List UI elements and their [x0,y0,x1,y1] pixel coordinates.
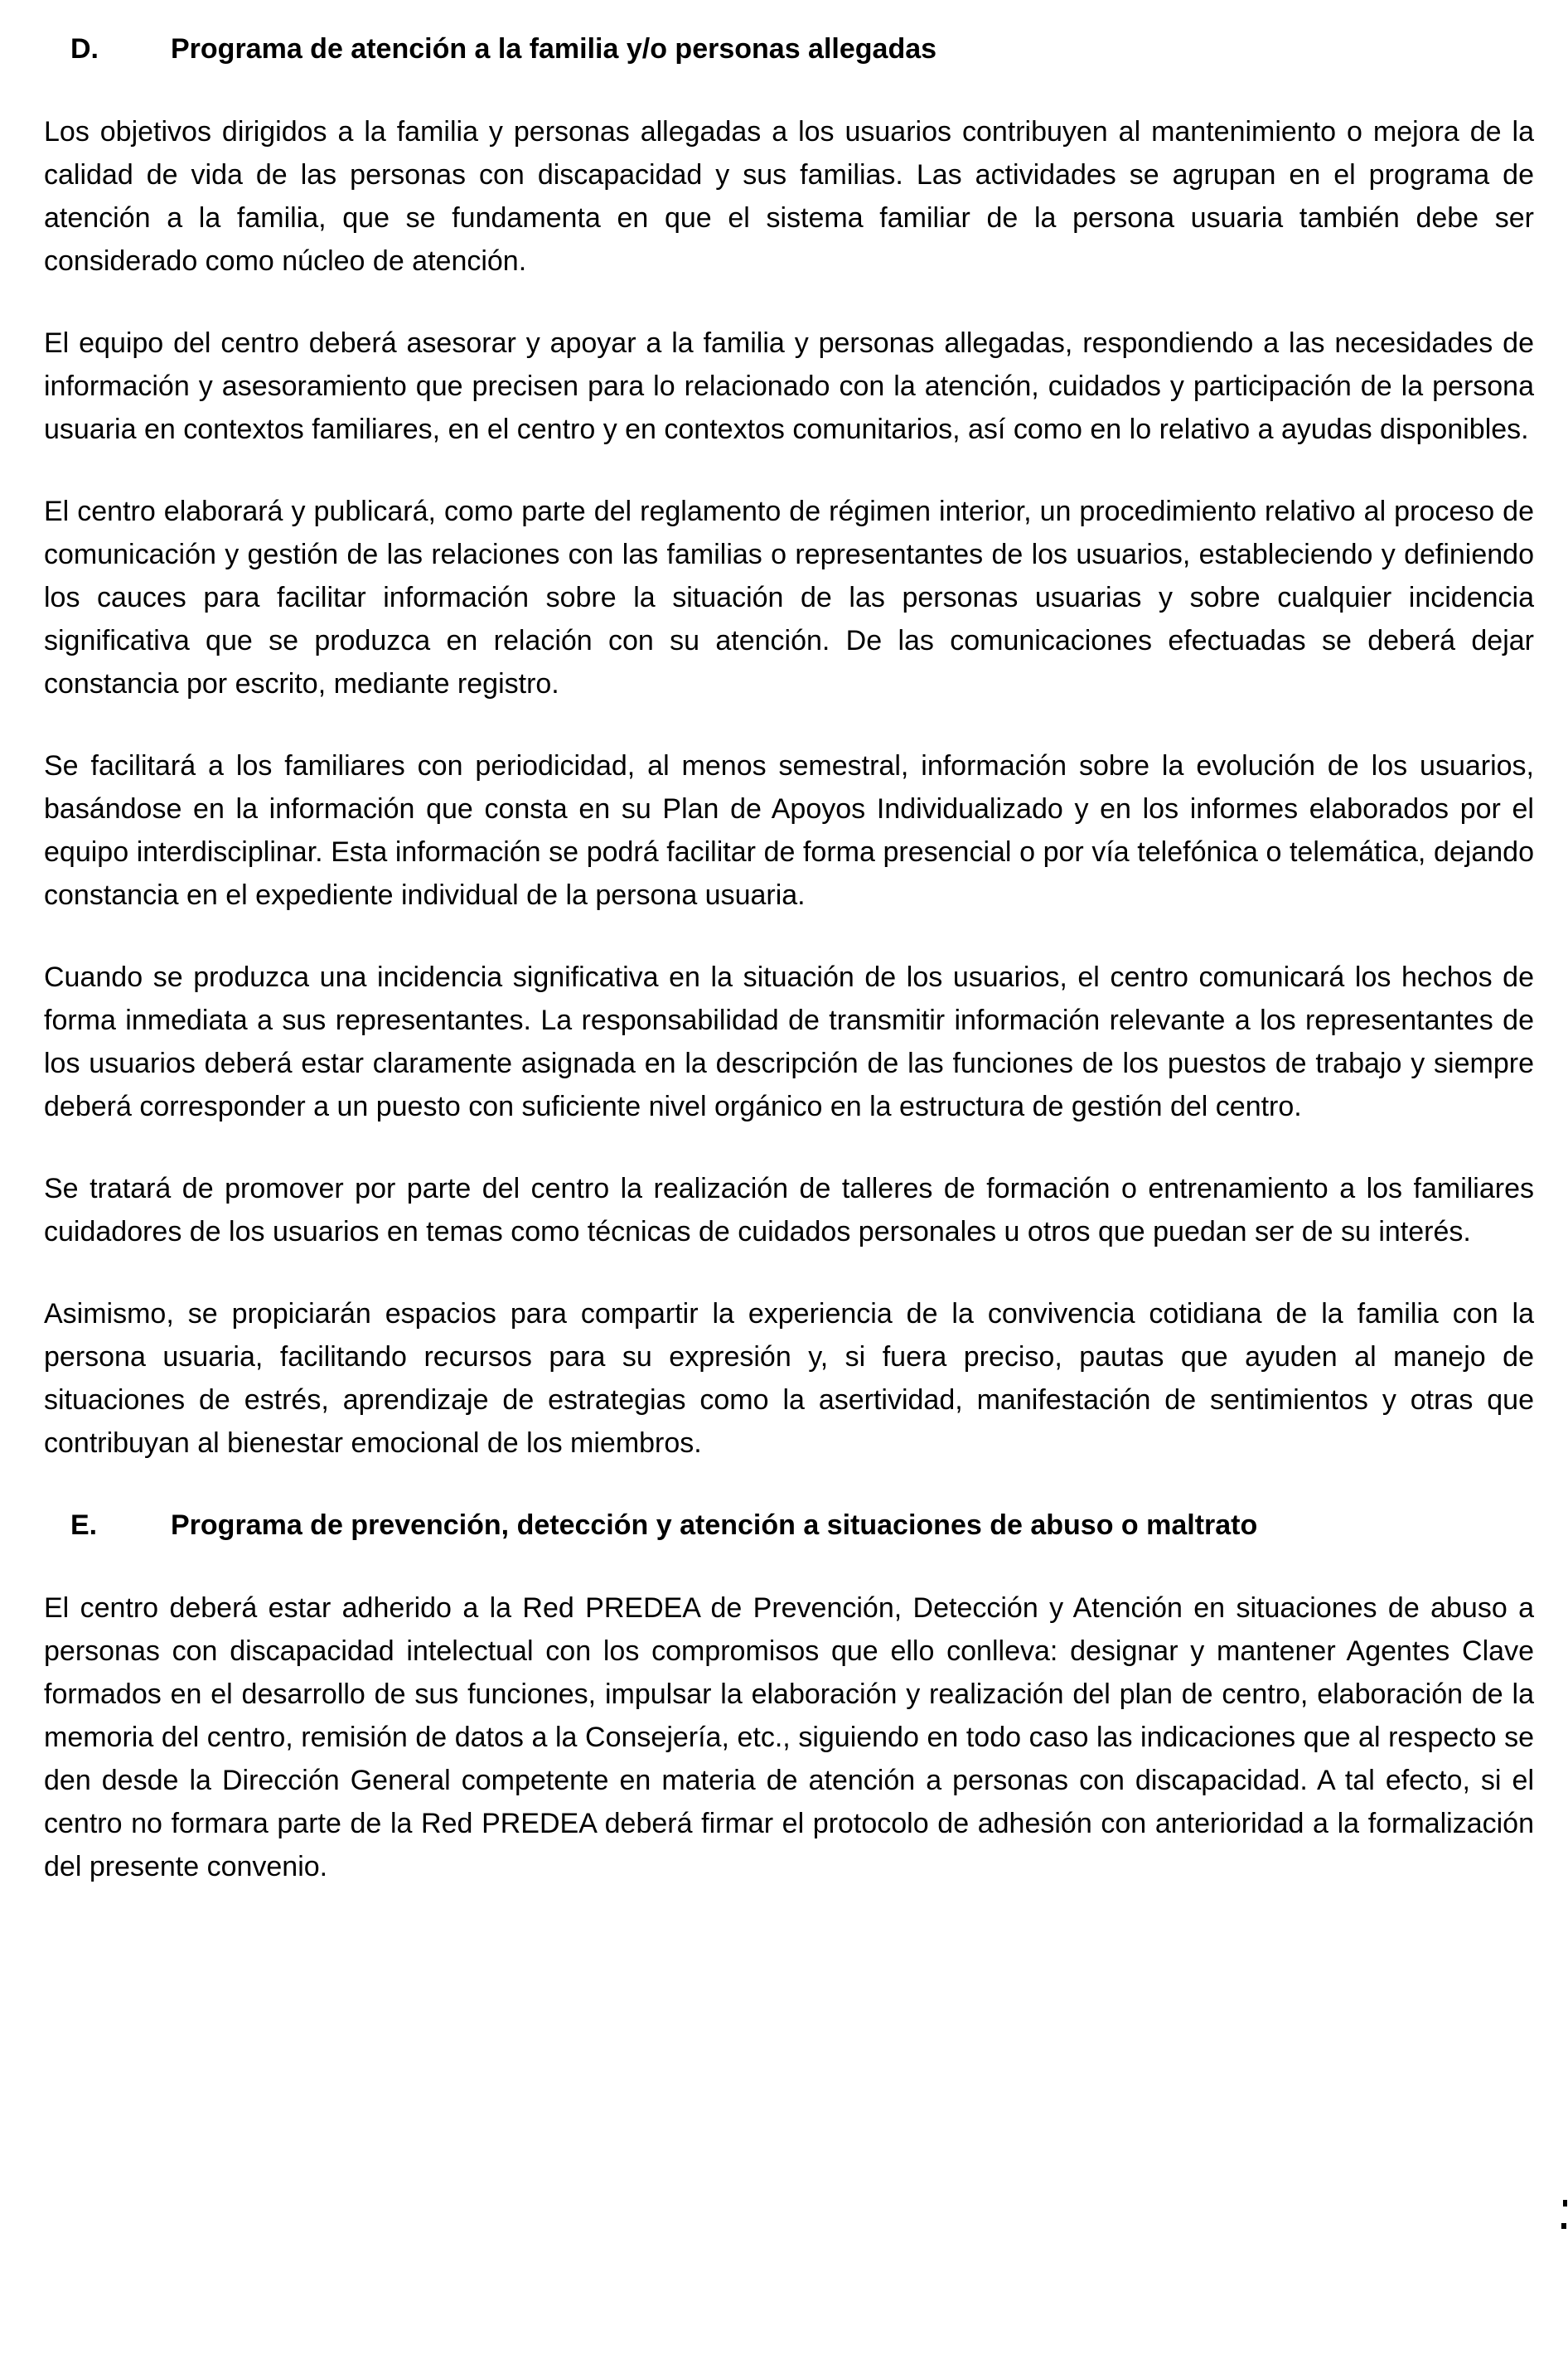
paragraph: Cuando se produzca una incidencia significativa en la situación de los usuarios, el centro comunicará los hechos de forma inmediata a sus representantes. La responsabilidad de transmitir información relevante a los representantes de los usuarios deberá estar claramente asignada en la descripción de las funciones de los puestos de trabajo y siempre deberá corresponder a un puesto con suficiente nivel orgánico en la estructura de gestión del centro. [44,962,1534,1122]
paragraph: Los objetivos dirigidos a la familia y personas allegadas a los usuarios contribuyen al mantenimiento o mejora de la calidad de vida de las personas con discapacidad y sus familias. Las actividades se agrupan en el programa de atención a la familia, que se fundamenta en que el sistema familiar de la persona usuaria también debe ser considerado como núcleo de atención. [44,116,1534,277]
heading-number: E. [70,1509,98,1541]
edge-artifact-mark [1563,2200,1567,2207]
heading-text: Programa de prevención, detección y atención a situaciones de abuso o maltrato [171,1509,1258,1541]
paragraph: Se tratará de promover por parte del centro la realización de talleres de formación o entrenamiento a los familiares cuidadores de los usuarios en temas como técnicas de cuidados personales u otros que puedan ser de su interés. [44,1173,1534,1247]
heading-text: Programa de atención a la familia y/o personas allegadas [171,33,937,65]
document-page [44,27,1534,1927]
paragraph: El centro deberá estar adherido a la Red PREDEA de Prevención, Detección y Atención en situaciones de abuso a personas con discapacidad intelectual con los compromisos que ello conlleva: designar y mantener Agentes Clave formados en el desarrollo de sus funciones, impulsar la elaboración y realización del plan de centro, elaboración de la memoria del centro, remisión de datos a la Consejería, etc., siguiendo en todo caso las indicaciones que al respecto se den desde la Dirección General competente en materia de atención a personas con discapacidad. A tal efecto, si el centro no formara parte de la Red PREDEA deberá firmar el protocolo de adhesión con anterioridad a la formalización del presente convenio. [44,1592,1534,1882]
paragraph: El centro elaborará y publicará, como parte del reglamento de régimen interior, un procedimiento relativo al proceso de comunicación y gestión de las relaciones con las familias o representantes de los usuarios, estableciendo y definiendo los cauces para facilitar información sobre la situación de las personas usuarias y sobre cualquier incidencia significativa que se produzca en relación con su atención. De las comunicaciones efectuadas se deberá dejar constancia por escrito, mediante registro. [44,496,1534,700]
edge-artifact-mark [1561,2223,1566,2229]
heading-number: D. [70,33,99,65]
section-heading-e [44,1504,1534,1547]
paragraph: Asimismo, se propiciarán espacios para compartir la experiencia de la convivencia cotidiana de la familia con la persona usuaria, facilitando recursos para su expresión y, si fuera preciso, pautas que ayuden al manejo de situaciones de estrés, aprendizaje de estrategias como la asertividad, manifestación de sentimientos y otras que contribuyan al bienestar emocional de los miembros. [44,1298,1534,1459]
paragraph: El equipo del centro deberá asesorar y apoyar a la familia y personas allegadas, respondiendo a las necesidades de información y asesoramiento que precisen para lo relacionado con la atención, cuidados y participación de la persona usuaria en contextos familiares, en el centro y en contextos comunitarios, así como en lo relativo a ayudas disponibles. [44,327,1534,445]
section-heading-d [44,27,1534,70]
paragraph: Se facilitará a los familiares con periodicidad, al menos semestral, información sobre la evolución de los usuarios, basándose en la información que consta en su Plan de Apoyos Individualizado y en los informes elaborados por el equipo interdisciplinar. Esta información se podrá facilitar de forma presencial o por vía telefónica o telemática, dejando constancia en el expediente individual de la persona usuaria. [44,750,1534,911]
